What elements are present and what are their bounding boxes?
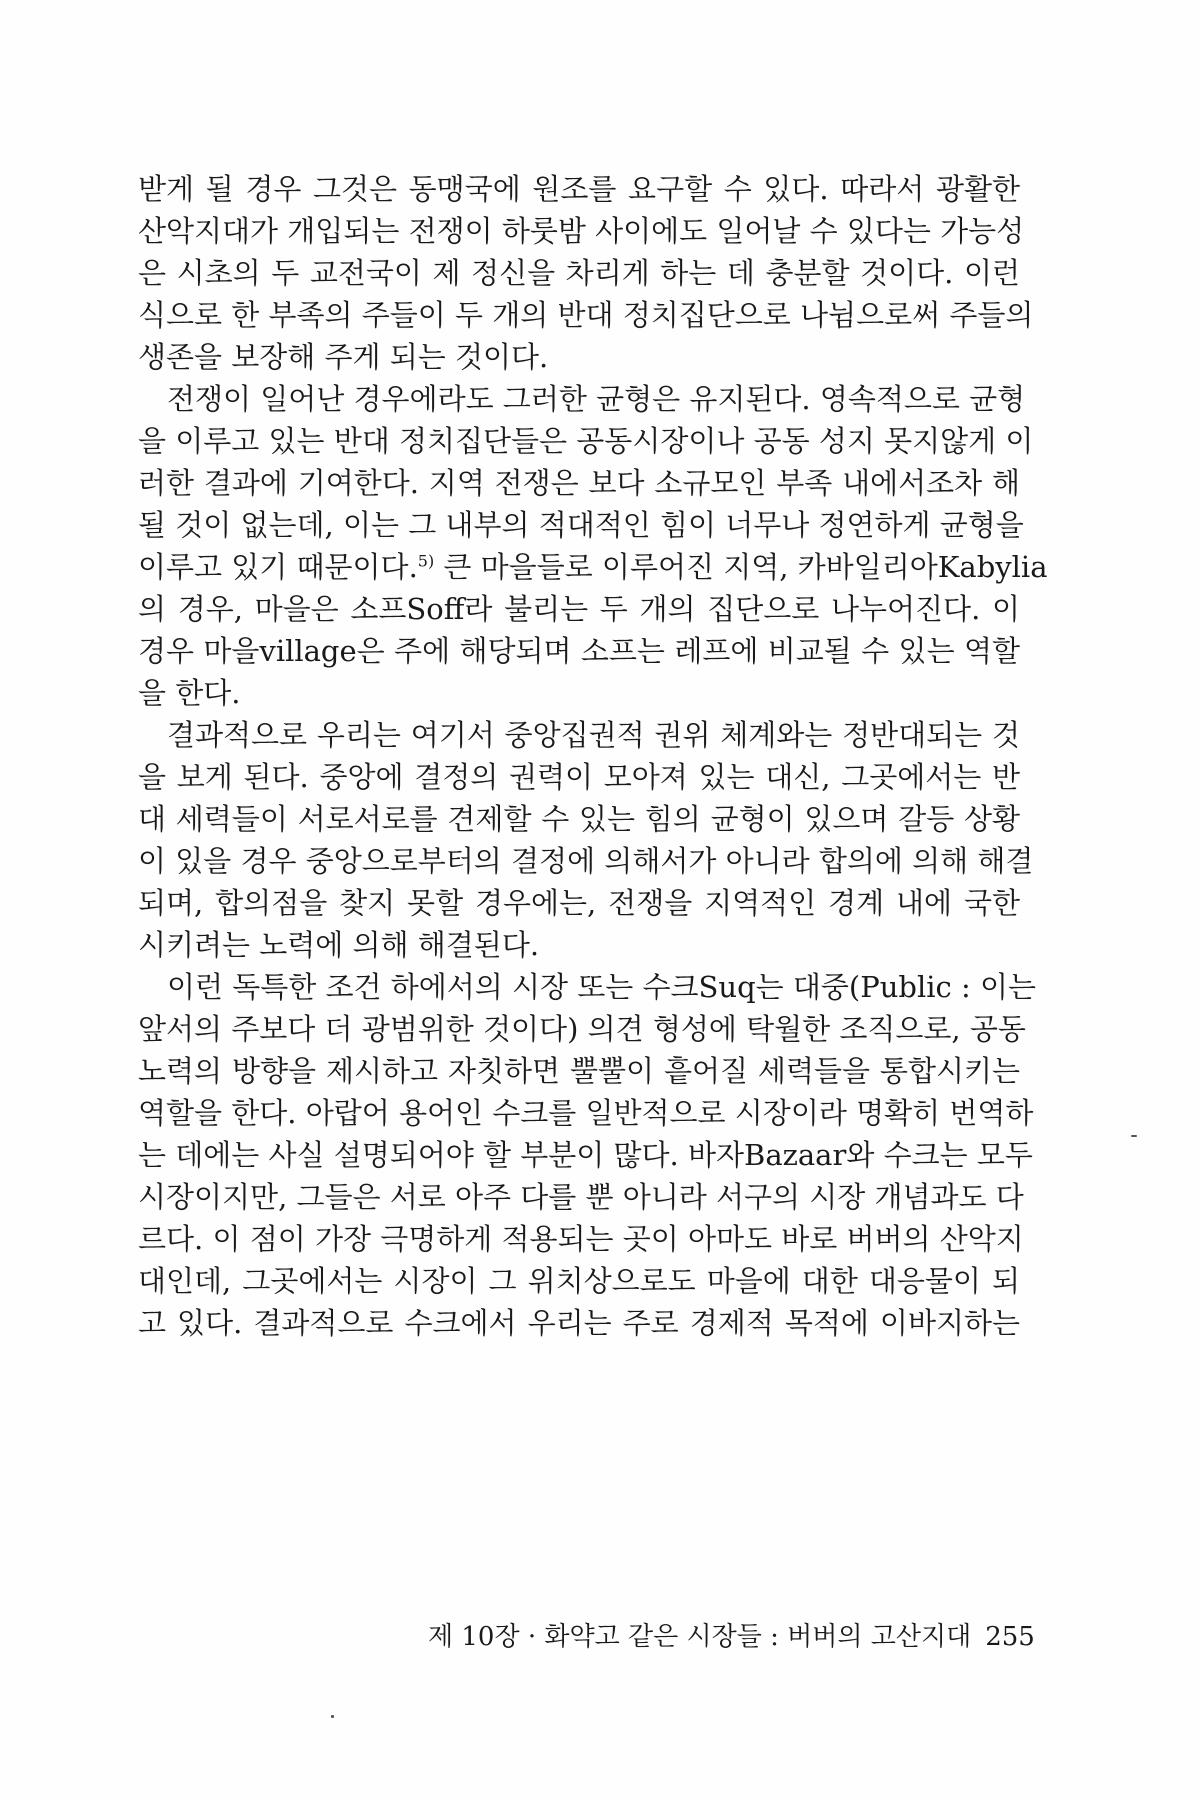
- text-line: 는 데에는 사실 설명되어야 할 부분이 많다. 바자Bazaar와 수크는 모두: [138, 1138, 1033, 1172]
- scan-speck: [1131, 1135, 1137, 1137]
- text-line: 될 것이 없는데, 이는 그 내부의 적대적인 힘이 너무나 정연하게 균형을: [138, 508, 1024, 542]
- page-footer: [428, 1620, 1035, 1654]
- footnote-marker: 5): [417, 551, 435, 571]
- text-line: 고 있다. 결과적으로 수크에서 우리는 주로 경제적 목적에 이바지하는: [138, 1306, 1020, 1340]
- text-line: 시키려는 노력에 의해 해결된다.: [138, 928, 540, 962]
- text-line: 이런 독특한 조건 하에서의 시장 또는 수크Suq는 대중(Public : 이는: [167, 970, 1037, 1004]
- text-line: 을 한다.: [138, 676, 241, 710]
- text-line: 러한 결과에 기여한다. 지역 전쟁은 보다 소규모인 부족 내에서조차 해: [138, 466, 1020, 500]
- text-line: 대 세력들이 서로서로를 견제할 수 있는 힘의 균형이 있으며 갈등 상황: [138, 802, 1020, 836]
- text-line: 앞서의 주보다 더 광범위한 것이다) 의견 형성에 탁월한 조직으로, 공동: [138, 1012, 1026, 1046]
- page-number: 255: [985, 1622, 1035, 1652]
- text-line: 생존을 보장해 주게 되는 것이다.: [138, 340, 549, 374]
- text-line: 식으로 한 부족의 주들이 두 개의 반대 정치집단으로 나뉨으로써 주들의: [138, 298, 1034, 332]
- text-line: 이 있을 경우 중앙으로부터의 결정에 의해서가 아니라 합의에 의해 해결: [138, 844, 1034, 878]
- text-line: 시장이지만, 그들은 서로 아주 다를 뿐 아니라 서구의 시장 개념과도 다: [138, 1180, 1024, 1214]
- text-line: 되며, 합의점을 찾지 못할 경우에는, 전쟁을 지역적인 경계 내에 국한: [138, 886, 1020, 920]
- text-line: 경우 마을village은 주에 해당되며 소프는 레프에 비교될 수 있는 역할: [138, 634, 1020, 668]
- text-line-with-footnote: [138, 546, 1048, 588]
- text-segment: 이루고 있기 때문이다.: [138, 550, 418, 584]
- text-line: 받게 될 경우 그것은 동맹국에 원조를 요구할 수 있다. 따라서 광활한: [138, 172, 1020, 206]
- text-line: 산악지대가 개입되는 전쟁이 하룻밤 사이에도 일어날 수 있다는 가능성: [138, 214, 1025, 248]
- text-line: 대인데, 그곳에서는 시장이 그 위치상으로도 마을에 대한 대응물이 되: [138, 1264, 1020, 1298]
- text-line: 결과적으로 우리는 여기서 중앙집권적 권위 체계와는 정반대되는 것: [167, 718, 1020, 752]
- text-line: 르다. 이 점이 가장 극명하게 적용되는 곳이 아마도 바로 버버의 산악지: [138, 1222, 1024, 1256]
- text-line: 을 이루고 있는 반대 정치집단들은 공동시장이나 공동 성지 못지않게 이: [138, 424, 1034, 458]
- running-head: 제 10장 · 화약고 같은 시장들 : 버버의 고산지대: [428, 1622, 972, 1652]
- text-line: 의 경우, 마을은 소프Soff라 불리는 두 개의 집단으로 나누어진다. 이: [138, 592, 1020, 626]
- body-text: [138, 168, 1048, 1344]
- text-line: 은 시초의 두 교전국이 제 정신을 차리게 하는 데 충분할 것이다. 이런: [138, 256, 1020, 290]
- text-line: 역할을 한다. 아랍어 용어인 수크를 일반적으로 시장이라 명확히 번역하: [138, 1096, 1034, 1130]
- text-segment: 큰 마을들로 이루어진 지역, 카바일리아Kabylia: [434, 550, 1048, 584]
- text-line: 노력의 방향을 제시하고 자칫하면 뿔뿔이 흩어질 세력들을 통합시키는: [138, 1054, 1020, 1088]
- text-line: 을 보게 된다. 중앙에 결정의 권력이 모아져 있는 대신, 그곳에서는 반: [138, 760, 1020, 794]
- text-line: 전쟁이 일어난 경우에라도 그러한 균형은 유지된다. 영속적으로 균형: [167, 382, 1026, 416]
- scan-speck: [331, 1715, 334, 1718]
